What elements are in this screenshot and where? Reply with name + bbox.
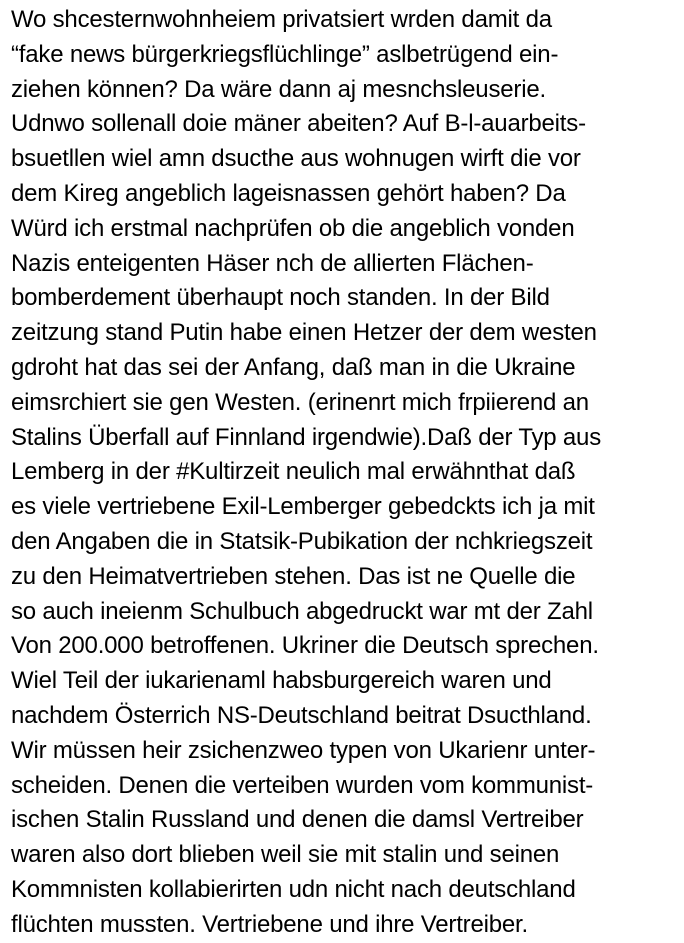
text-line: scheiden. Denen die verteiben wurden vom kommunist- bbox=[11, 771, 594, 799]
text-line: ischen Stalin Russland und denen die damsl Vertreiber bbox=[11, 806, 584, 834]
text-line: Wir müssen heir zsichenzweo typen von Ukarienr unter- bbox=[11, 736, 596, 764]
text-line: waren also dort blieben weil sie mit stalin und seinen bbox=[11, 841, 560, 869]
text-line: bsuetllen wiel amn dsucthe aus wohnugen wirft die vor bbox=[11, 145, 581, 173]
text-line: den Angaben die in Statsik-Pubikation der nchkriegszeit bbox=[11, 527, 593, 555]
text-line: Udnwo sollenall doie mäner abeiten? Auf B-l-auarbeits- bbox=[11, 110, 586, 138]
body-text bbox=[11, 3, 681, 943]
text-line: zu den Heimatvertrieben stehen. Das ist ne Quelle die bbox=[11, 562, 576, 590]
text-line: zeitzung stand Putin habe einen Hetzer der dem westen bbox=[11, 319, 597, 347]
text-line: ziehen können? Da wäre dann aj mesnchsleuserie. bbox=[11, 75, 546, 103]
text-line: eimsrchiert sie gen Westen. (erinenrt mich frpiierend an bbox=[11, 388, 589, 416]
text-line: Stalins Überfall auf Finnland irgendwie).Daß der Typ aus bbox=[11, 423, 601, 451]
text-line: flüchten mussten. Vertriebene und ihre Vertreiber. bbox=[11, 910, 528, 938]
text-line: “fake news bürgerkriegsflüchlinge” aslbetrügend ein- bbox=[11, 40, 559, 68]
text-line: Würd ich erstmal nachprüfen ob die angeblich vonden bbox=[11, 214, 575, 242]
text-line: Wiel Teil der iukarienaml habsburgereich waren und bbox=[11, 667, 552, 695]
text-line: Lemberg in der #Kultirzeit neulich mal erwähnthat daß bbox=[11, 458, 576, 486]
text-line: dem Kireg angeblich lageisnassen gehört haben? Da bbox=[11, 179, 566, 207]
text-line: nachdem Österrich NS-Deutschland beitrat Dsucthland. bbox=[11, 701, 592, 729]
text-line: gdroht hat das sei der Anfang, daß man in die Ukraine bbox=[11, 353, 576, 381]
text-line: Nazis enteigenten Häser nch de allierten Flächen- bbox=[11, 249, 534, 277]
text-line: bomberdement überhaupt noch standen. In der Bild bbox=[11, 284, 550, 312]
text-line: so auch ineienm Schulbuch abgedruckt war mt der Zahl bbox=[11, 597, 593, 625]
text-line: Wo shcesternwohnheiem privatsiert wrden damit da bbox=[11, 6, 552, 33]
text-line: Kommnisten kollabierirten udn nicht nach deutschland bbox=[11, 875, 576, 903]
text-line: Von 200.000 betroffenen. Ukriner die Deutsch sprechen. bbox=[11, 632, 599, 660]
text-line: es viele vertriebene Exil-Lemberger gebedckts ich ja mit bbox=[11, 493, 595, 521]
